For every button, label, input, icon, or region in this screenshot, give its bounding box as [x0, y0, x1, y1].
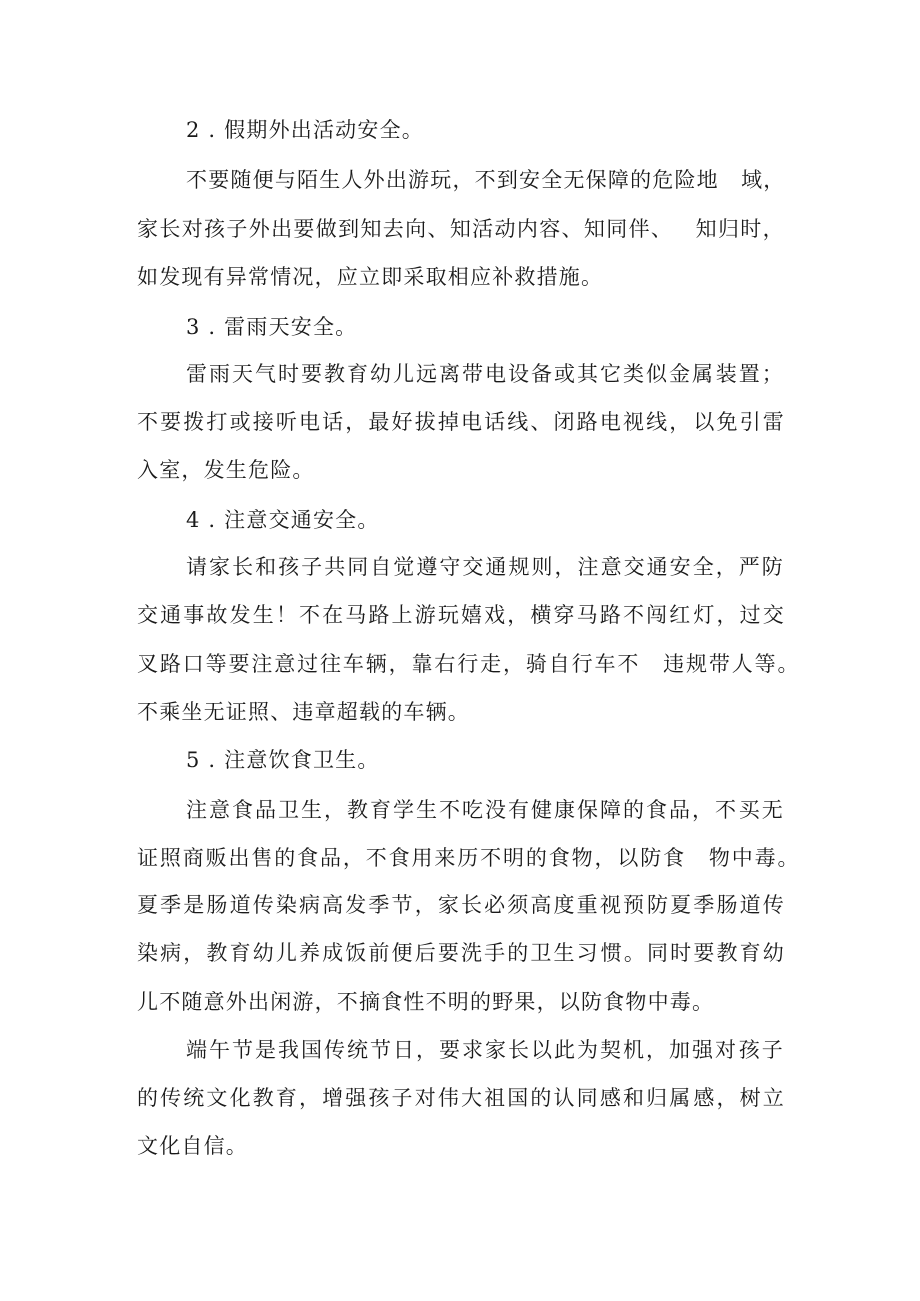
- section-heading-5: 5 . 注意饮食卫生。: [186, 748, 380, 772]
- paragraph-3-line-1: 雷 雨 天 气 时 要 教 育 幼 儿 远 离 带 电 设 备 或 其 它 类 似 金 属 装 置 ；: [186, 362, 784, 386]
- paragraph-5-line-1: 注 意 食 品 卫 生 ， 教 育 学 生 不 吃 没 有 健 康 保 障 的 食 品 ， 不 买 无: [186, 798, 784, 822]
- section-heading-4: 4 . 注意交通安全。: [186, 508, 380, 532]
- paragraph-3-line-3: 入室，发生危险。: [137, 458, 315, 482]
- paragraph-5-line-2: 证 照 商 贩 出 售 的 食 品 ， 不 食 用 来 历 不 明 的 食 物 ， 以 防 食 物 中 毒 。: [137, 846, 800, 870]
- paragraph-5-line-5: 儿不随意外出闲游，不摘食性不明的野果，以防食物中毒。: [137, 990, 715, 1014]
- paragraph-2-line-1: 不 要 随 便 与 陌 生 人 外 出 游 玩 ， 不 到 安 全 无 保 障 的 危 险 地 域 ，: [186, 168, 786, 192]
- paragraph-4-line-4: 不乘坐无证照、违章超载的车辆。: [137, 700, 470, 724]
- paragraph-4-line-1: 请 家 长 和 孩 子 共 同 自 觉 遵 守 交 通 规 则 ， 注 意 交 通 安 全 ， 严 防: [186, 555, 784, 579]
- paragraph-4-line-3: 叉 路 口 等 要 注 意 过 往 车 辆 ， 靠 右 行 走 ， 骑 自 行 车 不 违 规 带 人 等 。: [137, 652, 800, 676]
- paragraph-2-line-3: 如发现有异常情况，应立即采取相应补救措施。: [137, 265, 604, 289]
- paragraph-2-line-2: 家 长 对 孩 子 外 出 要 做 到 知 去 向 、 知 活 动 内 容 、 知 同 伴 、 知 归 时 ，: [137, 217, 785, 241]
- paragraph-6-line-2: 的 传 统 文 化 教 育 ， 增 强 孩 子 对 伟 大 祖 国 的 认 同 感 和 归 属 感 ， 树 立: [137, 1086, 785, 1110]
- paragraph-5-line-4: 染 病 ， 教 育 幼 儿 养 成 饭 前 便 后 要 洗 手 的 卫 生 习 惯 。 同 时 要 教 育 幼: [137, 941, 785, 965]
- paragraph-6-line-3: 文化自信。: [137, 1134, 248, 1158]
- paragraph-3-line-2: 不 要 拨 打 或 接 听 电 话 ， 最 好 拔 掉 电 话 线 、 闭 路 电 视 线 ， 以 免 引 雷: [137, 410, 785, 434]
- paragraph-5-line-3: 夏 季 是 肠 道 传 染 病 高 发 季 节 ， 家 长 必 须 高 度 重 视 预 防 夏 季 肠 道 传: [137, 893, 785, 917]
- paragraph-6-line-1: 端 午 节 是 我 国 传 统 节 日 ， 要 求 家 长 以 此 为 契 机 ， 加 强 对 孩 子: [186, 1038, 784, 1062]
- paragraph-4-line-2: 交 通 事 故 发 生 ！ 不 在 马 路 上 游 玩 嬉 戏 ， 横 穿 马 路 不 闯 红 灯 ， 过 交: [137, 603, 785, 627]
- section-heading-2: 2 . 假期外出活动安全。: [186, 118, 424, 142]
- section-heading-3: 3 . 雷雨天安全。: [186, 315, 358, 339]
